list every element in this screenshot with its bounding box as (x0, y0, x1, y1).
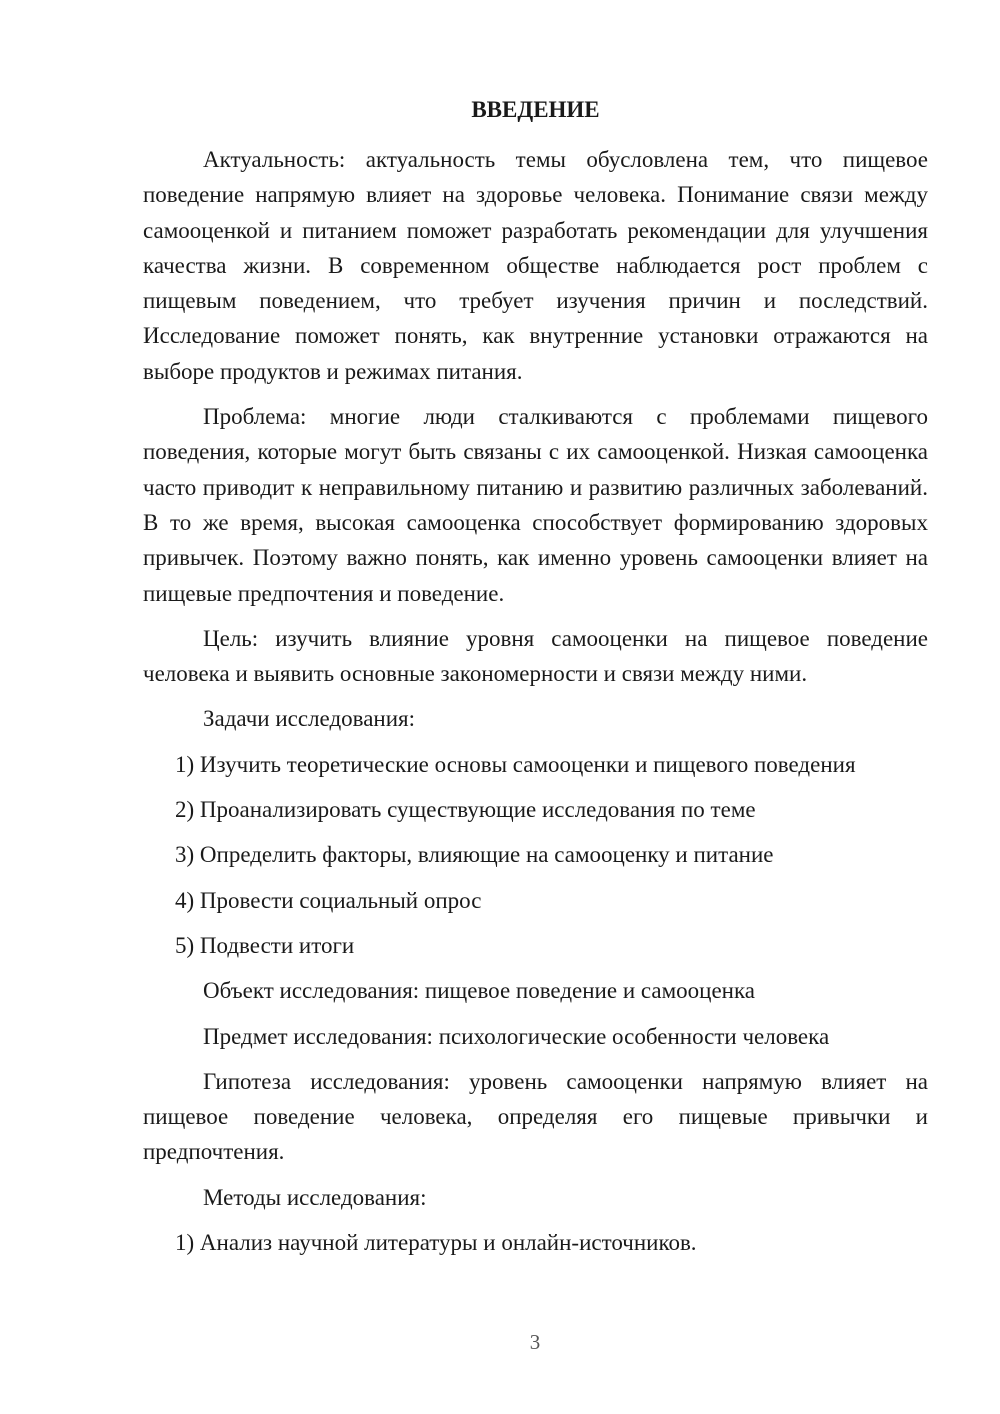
research-object: Объект исследования: пищевое поведение и самооценка (203, 978, 755, 1004)
section-title: ВВЕДЕНИЕ (471, 97, 600, 122)
task-item-5: 5) Подвести итоги (175, 932, 355, 958)
method-item-1: 1) Анализ научной литературы и онлайн-источников. (175, 1230, 697, 1256)
task-item-3: 3) Определить факторы, влияющие на самооценку и питание (175, 842, 774, 868)
task-item-4: 4) Провести социальный опрос (175, 887, 482, 913)
task-item-1: 1) Изучить теоретические основы самооценки и пищевого поведения (175, 751, 856, 777)
relevance-paragraph: Актуальность: актуальность темы обусловлена тем, что пищевое поведение напрямую влияет на здоровье человека. Понимание связи между самооценкой и питанием поможет разработать рекомендации для улучшения качества жизни. В современном обществе наблюдается рост проблем с пищевым поведением, что требует изучения причин и последствий. Исследование поможет понять, как внутренние установки отражаются на выборе продуктов и режимах питания. (143, 147, 928, 384)
hypothesis-paragraph: Гипотеза исследования: уровень самооценки напрямую влияет на пищевое поведение человека, определяя его пищевые привычки и предпочтения. (143, 1068, 928, 1165)
methods-heading: Методы исследования: (203, 1184, 427, 1210)
task-item-2: 2) Проанализировать существующие исследования по теме (175, 797, 756, 823)
research-subject: Предмет исследования: психологические особенности человека (203, 1023, 830, 1049)
page-number: 3 (529, 1330, 541, 1354)
problem-paragraph: Проблема: многие люди сталкиваются с проблемами пищевого поведения, которые могут быть связаны с их самооценкой. Низкая самооценка часто приводит к неправильному питанию и развитию различных заболеваний. В то же время, высокая самооценка способствует формированию здоровых привычек. Поэтому важно понять, как именно уровень самооценки влияет на пищевые предпочтения и поведение. (143, 404, 928, 606)
page-content (143, 88, 928, 1270)
goal-paragraph: Цель: изучить влияние уровня самооценки на пищевое поведение человека и выявить основные закономерности и связи между ними. (143, 625, 928, 687)
tasks-heading: Задачи исследования: (203, 706, 416, 732)
